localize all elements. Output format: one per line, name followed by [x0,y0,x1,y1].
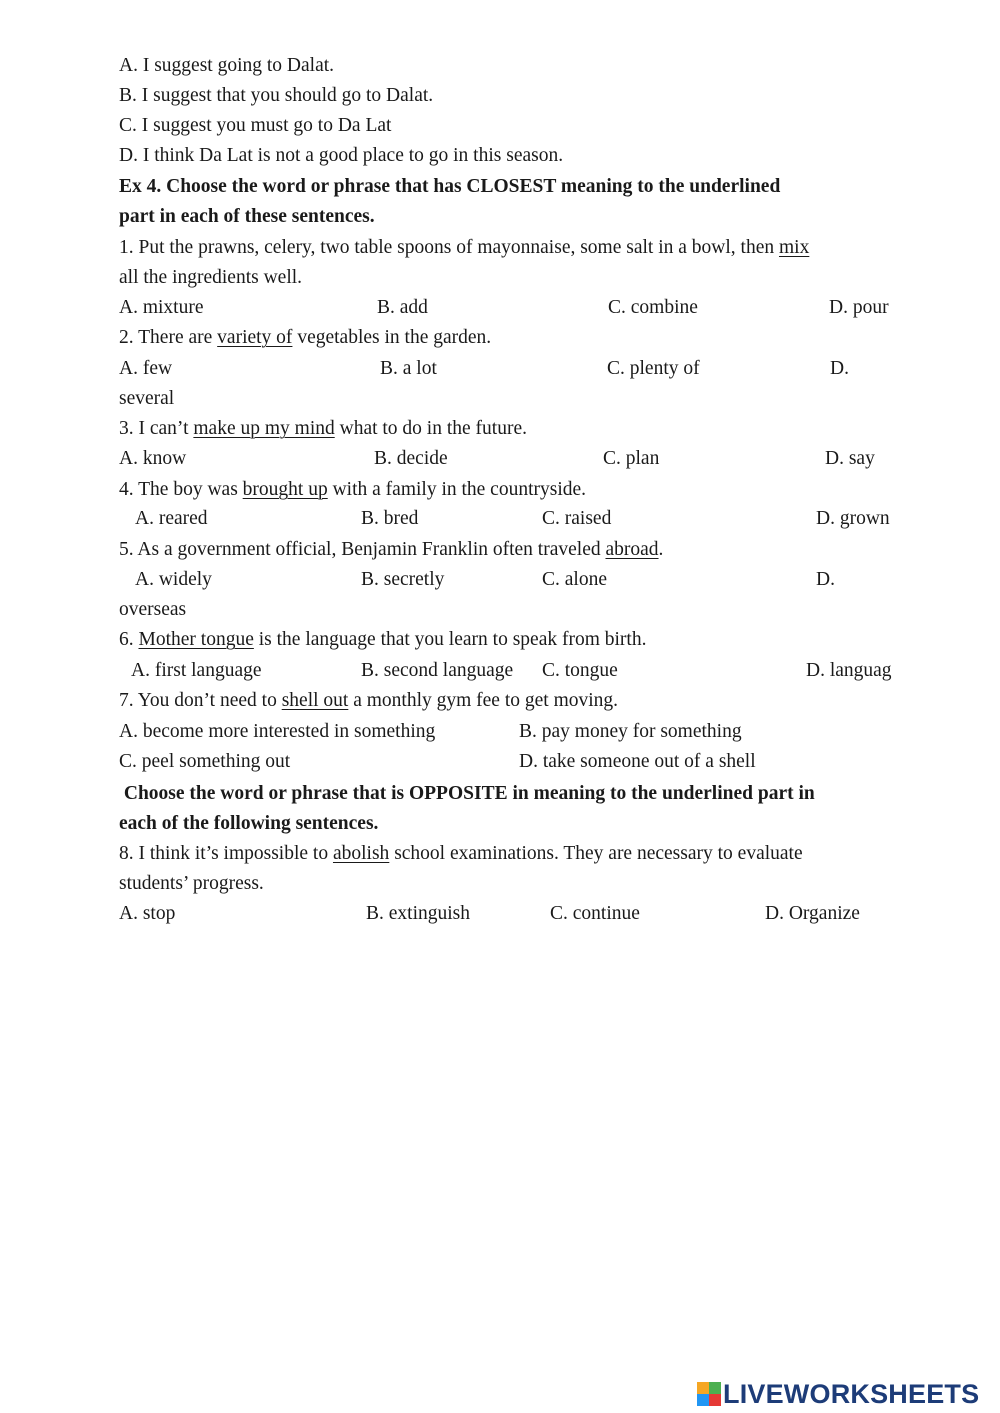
prev-option-a: A. I suggest going to Dalat. [119,55,335,76]
q6-option-b[interactable]: B. second language [361,660,514,681]
q7-option-b[interactable]: B. pay money for something [519,721,742,742]
q7-underlined: shell out [281,690,349,711]
q8-option-d[interactable]: D. Organize [765,903,860,924]
q7-option-c[interactable]: C. peel something out [119,751,291,772]
q1-option-a[interactable]: A. mixture [119,297,204,318]
prev-option-c: C. I suggest you must go to Da Lat [119,115,392,136]
q7-option-d[interactable]: D. take someone out of a shell [519,751,756,772]
q3-option-a[interactable]: A. know [119,448,187,469]
q4-option-c[interactable]: C. raised [542,508,612,529]
q8-option-c[interactable]: C. continue [550,903,640,924]
q2-option-a[interactable]: A. few [119,358,173,379]
q6-stem [119,628,646,652]
q3-underlined: make up my mind [193,418,335,439]
q7-option-a[interactable]: A. become more interested in something [119,721,436,742]
q4-stem-post: with a family in the countryside. [327,479,587,500]
liveworksheets-logo-icon [697,1382,721,1406]
q8-stem-pre: 8. I think it’s impossible to [119,843,333,864]
q7-stem [119,689,618,713]
q6-option-c[interactable]: C. tongue [542,660,618,681]
logo-square-4 [709,1394,721,1406]
q6-option-d[interactable]: D. languag [806,660,892,681]
q2-option-c[interactable]: C. plenty of [607,358,700,379]
liveworksheets-brand-text: LIVEWORKSHEETS [723,1378,980,1409]
q5-option-b[interactable]: B. secretly [361,569,445,590]
logo-square-3 [697,1394,709,1406]
q4-stem-pre: 4. The boy was [119,479,243,500]
q5-option-d[interactable]: D. [816,569,835,590]
q8-stem-cont: students’ progress. [119,873,264,894]
q4-underlined: brought up [242,479,328,500]
q7-stem-post: a monthly gym fee to get moving. [348,690,619,711]
logo-square-1 [697,1382,709,1394]
q6-stem-post: is the language that you learn to speak from birth. [253,629,647,650]
liveworksheets-logo [697,1376,979,1412]
q3-stem-post: what to do in the future. [334,418,527,439]
q5-stem [119,538,663,562]
q3-option-b[interactable]: B. decide [374,448,448,469]
q4-option-b[interactable]: B. bred [361,508,419,529]
q5-underlined: abroad [605,539,659,560]
q1-stem [119,236,809,260]
q7-stem-pre: 7. You don’t need to [119,690,282,711]
q3-option-d[interactable]: D. say [825,448,875,469]
ex4-heading-line2: part in each of these sentences. [119,206,375,227]
q8-stem [119,842,803,866]
opposite-heading-line1: Choose the word or phrase that is OPPOSITE in meaning to the underlined part in [119,783,815,804]
q3-stem [119,417,527,441]
q5-stem-post: . [658,539,664,560]
q1-stem-cont: all the ingredients well. [119,267,303,288]
q6-underlined: Mother tongue [138,629,254,650]
q2-underlined: variety of [217,327,293,348]
q2-stem-pre: 2. There are [119,327,218,348]
q5-stem-pre: 5. As a government official, Benjamin Franklin often traveled [119,539,606,560]
q2-option-d[interactable]: D. [830,358,849,379]
prev-option-b: B. I suggest that you should go to Dalat. [119,85,434,106]
q4-option-a[interactable]: A. reared [135,508,208,529]
q6-option-a[interactable]: A. first language [131,660,262,681]
q1-underlined: mix [778,237,810,258]
q1-option-b[interactable]: B. add [377,297,428,318]
opposite-heading-line2: each of the following sentences. [119,813,379,834]
q8-option-a[interactable]: A. stop [119,903,176,924]
q5-option-c[interactable]: C. alone [542,569,607,590]
prev-option-d: D. I think Da Lat is not a good place to go in this season. [119,145,564,166]
q4-option-d[interactable]: D. grown [816,508,890,529]
q3-stem-pre: 3. I can’t [119,418,194,439]
logo-square-2 [709,1382,721,1394]
q8-underlined: abolish [332,843,390,864]
q2-option-b[interactable]: B. a lot [380,358,437,379]
q5-option-a[interactable]: A. widely [135,569,212,590]
q8-option-b[interactable]: B. extinguish [366,903,471,924]
q3-option-c[interactable]: C. plan [603,448,660,469]
q4-stem [119,478,586,502]
q1-stem-text: 1. Put the prawns, celery, two table spoons of mayonnaise, some salt in a bowl, then [119,237,779,258]
q2-stem [119,326,491,350]
q6-stem-pre: 6. [119,629,139,650]
q1-option-d[interactable]: D. pour [829,297,889,318]
q2-option-d-cont[interactable]: several [119,388,175,409]
q1-option-c[interactable]: C. combine [608,297,698,318]
ex4-heading-line1: Ex 4. Choose the word or phrase that has CLOSEST meaning to the underlined [119,176,781,197]
q5-option-d-cont[interactable]: overseas [119,599,187,620]
q8-stem-post: school examinations. They are necessary to evaluate [389,843,803,864]
q2-stem-post: vegetables in the garden. [292,327,492,348]
